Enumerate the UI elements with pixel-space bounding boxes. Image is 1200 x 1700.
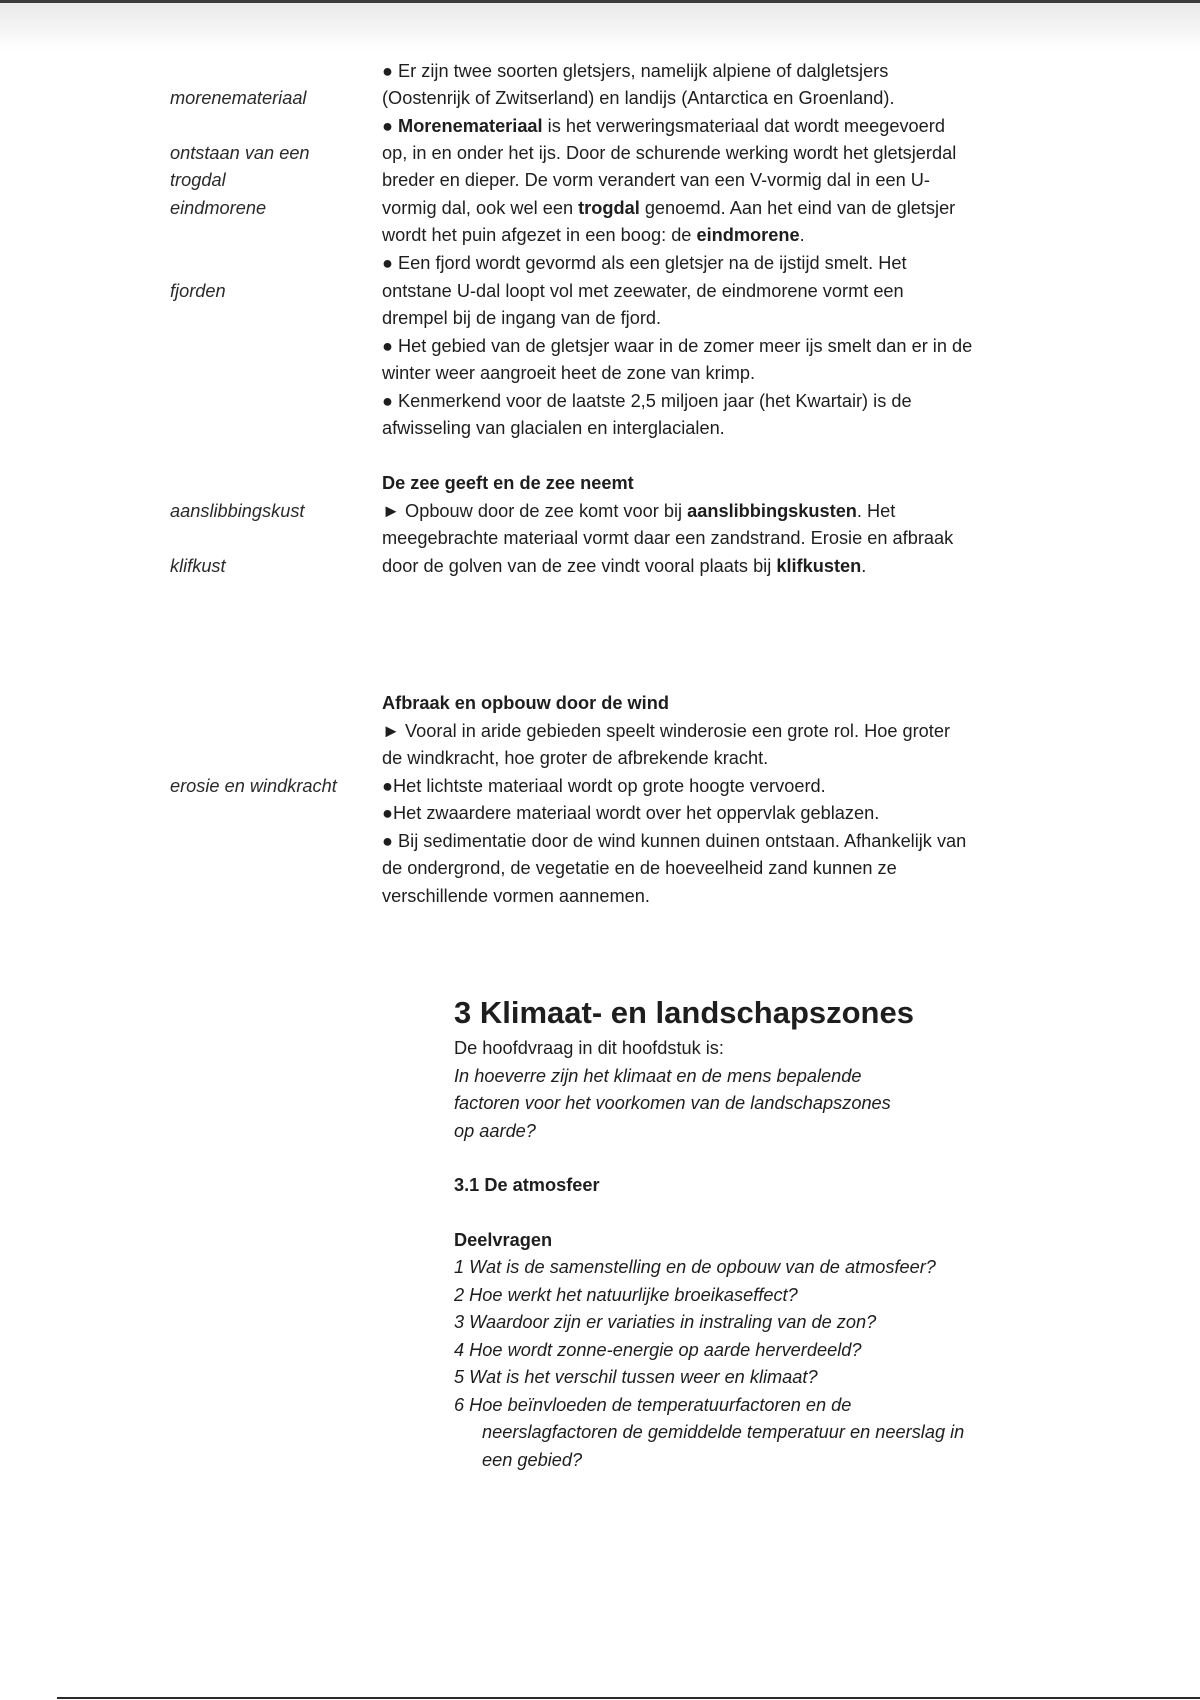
text-line: afwisseling van glacialen en interglacialen. — [382, 418, 725, 438]
text-fragment: is het verweringsmateriaal dat wordt meegevoerd — [542, 116, 945, 136]
text-fragment: . — [861, 556, 867, 576]
subquestion-continuation: een gebied? — [482, 1450, 583, 1470]
text-line: ● Een fjord wordt gevormd als een gletsjer na de ijstijd smelt. Het — [382, 253, 907, 273]
margin-label-trogdal: ontstaan van een — [170, 143, 310, 163]
text-line: op, in en onder het ijs. Door de schurende werking wordt het gletsjerdal — [382, 143, 957, 163]
text-line: breder en dieper. De vorm verandert van een V-vormig dal in een U- — [382, 170, 930, 190]
main-question-line: op aarde? — [454, 1121, 536, 1141]
text-fragment: . Het — [856, 501, 896, 521]
text-line — [382, 195, 955, 222]
subquestion: 6 Hoe beïnvloeden de temperatuurfactoren en de — [454, 1395, 852, 1415]
subquestion-continuation: neerslagfactoren de gemiddelde temperatuur en neerslag in — [482, 1422, 965, 1442]
margin-label-eindmorene: eindmorene — [170, 198, 267, 218]
text-line: winter weer aangroeit heet de zone van krimp. — [382, 363, 756, 383]
text-line: ontstane U-dal loopt vol met zeewater, de eindmorene vormt een — [382, 281, 904, 301]
text-line — [382, 222, 805, 249]
term-trogdal: trogdal — [578, 198, 640, 218]
subquestion: 5 Wat is het verschil tussen weer en klimaat? — [454, 1367, 818, 1387]
chapter-title: 3 Klimaat- en landschapszones — [454, 995, 914, 1030]
margin-label-klifkust: klifkust — [170, 556, 226, 576]
subquestion: 1 Wat is de samenstelling en de opbouw van de atmosfeer? — [454, 1257, 936, 1277]
text-line: (Oostenrijk of Zwitserland) en landijs (Antarctica en Groenland). — [382, 88, 895, 108]
text-fragment: vormig dal, ook wel een — [382, 198, 579, 218]
chapter-intro: De hoofdvraag in dit hoofdstuk is: — [454, 1038, 724, 1058]
text-line: ► Vooral in aride gebieden speelt winderosie een grote rol. Hoe groter — [382, 721, 951, 741]
main-question-line: factoren voor het voorkomen van de landschapszones — [454, 1093, 891, 1113]
subquestion: 4 Hoe wordt zonne-energie op aarde herverdeeld? — [454, 1340, 862, 1360]
margin-label-morene: morenemateriaal — [170, 88, 307, 108]
text-line: de windkracht, hoe groter de afbrekende kracht. — [382, 748, 769, 768]
text-fragment: ► Opbouw door de zee komt voor bij — [382, 501, 688, 521]
text-line: ● Bij sedimentatie door de wind kunnen duinen ontstaan. Afhankelijk van — [382, 831, 967, 851]
margin-label-fjorden: fjorden — [170, 281, 226, 301]
subquestion: 2 Hoe werkt het natuurlijke broeikaseffect? — [454, 1285, 798, 1305]
text-line — [382, 498, 895, 525]
text-line: ● Kenmerkend voor de laatste 2,5 miljoen jaar (het Kwartair) is de — [382, 391, 912, 411]
margin-label-erosie: erosie en windkracht — [170, 776, 337, 796]
text-line: verschillende vormen aannemen. — [382, 886, 650, 906]
text-line: drempel bij de ingang van de fjord. — [382, 308, 662, 328]
text-fragment: . — [799, 225, 805, 245]
text-fragment: door de golven van de zee vindt vooral plaats bij — [382, 556, 777, 576]
main-question-line: In hoeverre zijn het klimaat en de mens bepalende — [454, 1066, 862, 1086]
term-eindmorene: eindmorene — [696, 225, 800, 245]
section-heading-wind: Afbraak en opbouw door de wind — [382, 693, 669, 713]
term-aanslibbingskusten: aanslibbingskusten — [687, 501, 857, 521]
text-fragment: genoemd. Aan het eind van de gletsjer — [639, 198, 956, 218]
bullet: ● — [382, 116, 399, 136]
term-klifkusten: klifkusten — [776, 556, 862, 576]
margin-label-aanslibbingskust: aanslibbingskust — [170, 501, 305, 521]
section-title: 3.1 De atmosfeer — [454, 1175, 600, 1195]
text-line: ●Het zwaardere materiaal wordt over het oppervlak geblazen. — [382, 803, 880, 823]
text-fragment: wordt het puin afgezet in een boog: de — [382, 225, 697, 245]
text-line — [382, 113, 945, 140]
bottom-border — [57, 1697, 1200, 1699]
subquestion: 3 Waardoor zijn er variaties in instraling van de zon? — [454, 1312, 877, 1332]
text-line: ● Het gebied van de gletsjer waar in de zomer meer ijs smelt dan er in de — [382, 336, 973, 356]
margin-label-trogdal-2: trogdal — [170, 170, 226, 190]
term-morenemateriaal: Morenemateriaal — [398, 116, 543, 136]
text-line: ●Het lichtste materiaal wordt op grote hoogte vervoerd. — [382, 776, 826, 796]
text-line: meegebrachte materiaal vormt daar een zandstrand. Erosie en afbraak — [382, 528, 954, 548]
text-line — [382, 553, 866, 580]
subquestions-heading: Deelvragen — [454, 1230, 553, 1250]
text-line: ● Er zijn twee soorten gletsjers, namelijk alpiene of dalgletsjers — [382, 61, 889, 81]
text-line: de ondergrond, de vegetatie en de hoeveelheid zand kunnen ze — [382, 858, 897, 878]
section-heading-sea: De zee geeft en de zee neemt — [382, 473, 634, 493]
top-shadow — [0, 3, 1200, 51]
